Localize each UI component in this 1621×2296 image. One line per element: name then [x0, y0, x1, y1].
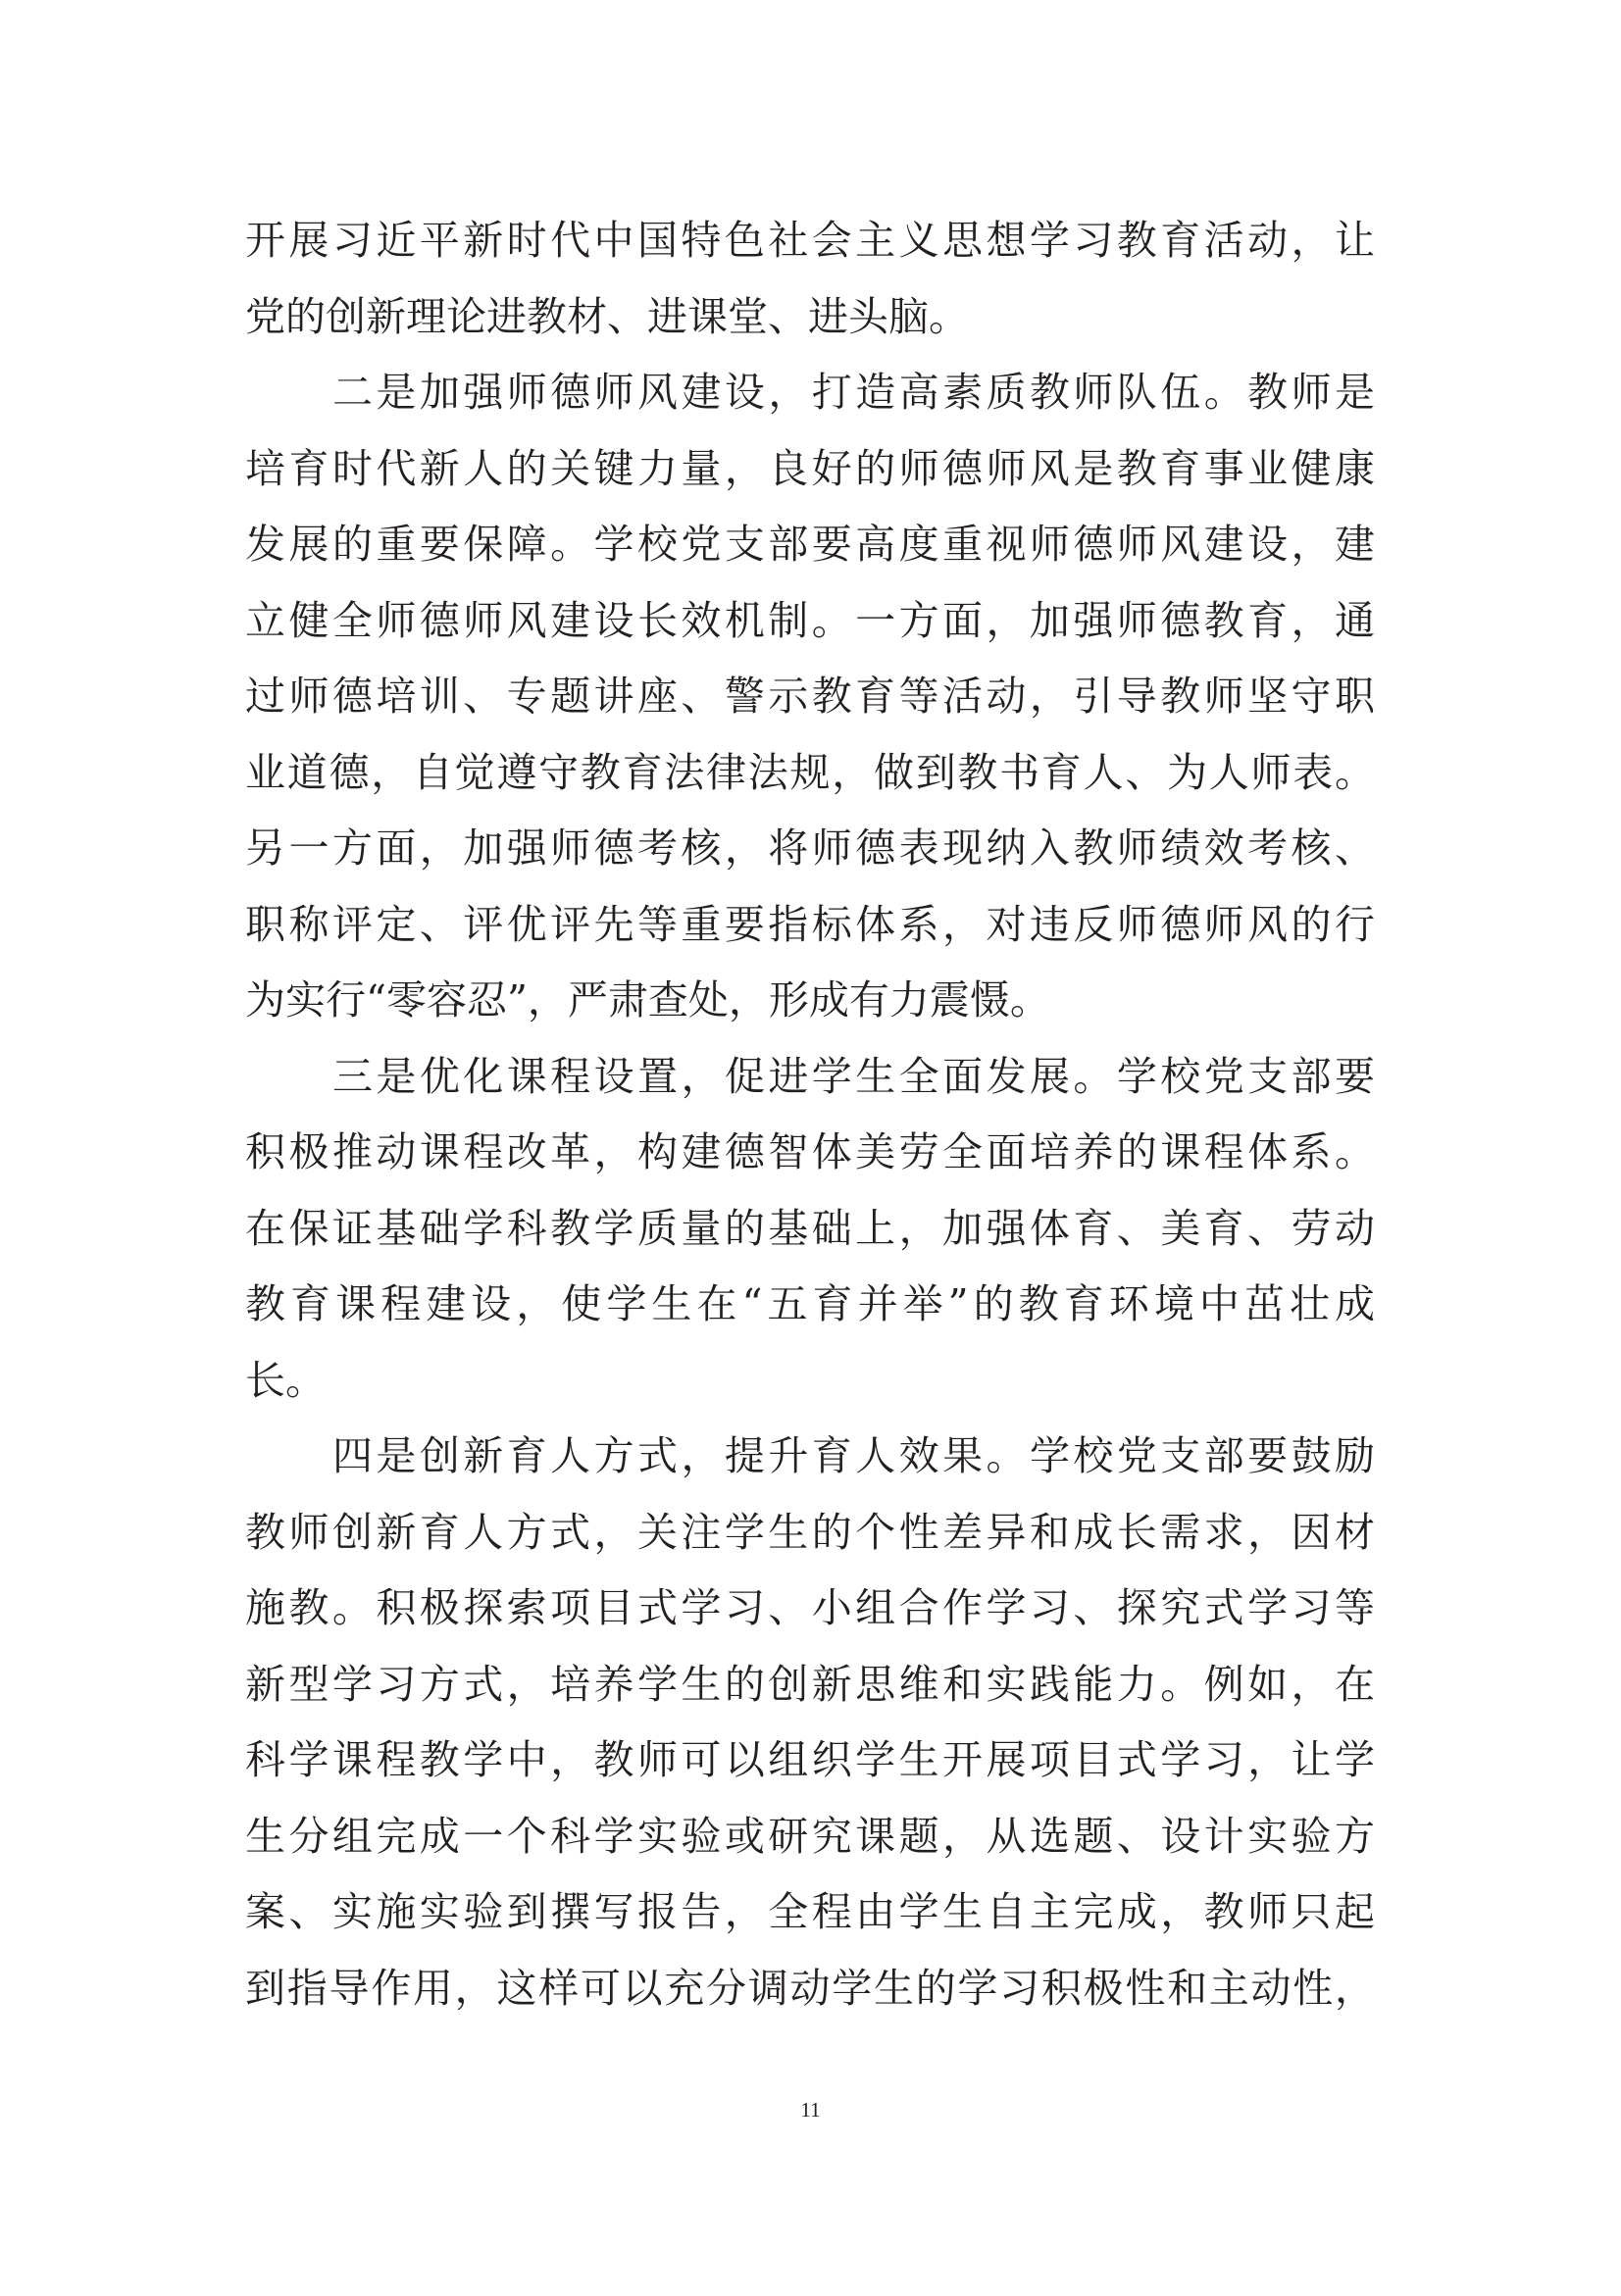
text-line: 党的创新理论进教材、进课堂、进头脑。 — [245, 292, 969, 340]
text-line: 二是加强师德师风建设，打造高素质教师队伍。教师是 — [332, 369, 1375, 416]
text-line: 生分组完成一个科学实验或研究课题，从选题、设计实验方 — [245, 1812, 1375, 1860]
text-line: 到指导作用，这样可以充分调动学生的学习积极性和主动性， — [245, 1964, 1375, 2012]
text-line: 过师德培训、专题讲座、警示教育等活动，引导教师坚守职 — [245, 673, 1375, 720]
text-line: 开展习近平新时代中国特色社会主义思想学习教育活动，让 — [245, 217, 1375, 264]
text-line: 教师创新育人方式，关注学生的个性差异和成长需求，因材 — [245, 1508, 1375, 1556]
text-line: 培育时代新人的关键力量，良好的师德师风是教育事业健康 — [245, 444, 1375, 492]
text-line: 教育课程建设，使学生在“五育并举”的教育环境中茁壮成 — [245, 1280, 1375, 1327]
text-line: 业道德，自觉遵守教育法律法规，做到教书育人、为人师表。 — [245, 748, 1375, 796]
text-line: 职称评定、评优评先等重要指标体系，对违反师德师风的行 — [245, 900, 1375, 948]
page-number: 11 — [800, 2098, 821, 2121]
paragraph-2 — [245, 355, 1375, 1039]
text-line: 科学课程教学中，教师可以组织学生开展项目式学习，让学 — [245, 1736, 1375, 1783]
text-line: 发展的重要保障。学校党支部要高度重视师德师风建设，建 — [245, 521, 1375, 568]
text-line: 施教。积极探索项目式学习、小组合作学习、探究式学习等 — [245, 1584, 1375, 1631]
text-line: 为实行“零容忍”，严肃查处，形成有力震慑。 — [245, 976, 1050, 1023]
text-line: 另一方面，加强师德考核，将师德表现纳入教师绩效考核、 — [245, 824, 1375, 872]
text-line: 三是优化课程设置，促进学生全面发展。学校党支部要 — [332, 1052, 1375, 1100]
text-line: 新型学习方式，培养学生的创新思维和实践能力。例如，在 — [245, 1660, 1375, 1708]
text-line: 长。 — [245, 1356, 326, 1404]
text-line: 在保证基础学科教学质量的基础上，加强体育、美育、劳动 — [245, 1204, 1375, 1252]
text-line: 案、实施实验到撰写报告，全程由学生自主完成，教师只起 — [245, 1888, 1375, 1935]
paragraph-4 — [245, 1419, 1375, 2026]
paragraph-3 — [245, 1039, 1375, 1420]
text-line: 四是创新育人方式，提升育人效果。学校党支部要鼓励 — [332, 1432, 1375, 1479]
paragraph-1 — [245, 203, 1375, 355]
text-line: 积极推动课程改革，构建德智体美劳全面培养的课程体系。 — [245, 1128, 1375, 1175]
body-text — [245, 203, 1375, 2026]
text-line: 立健全师德师风建设长效机制。一方面，加强师德教育，通 — [245, 596, 1375, 644]
